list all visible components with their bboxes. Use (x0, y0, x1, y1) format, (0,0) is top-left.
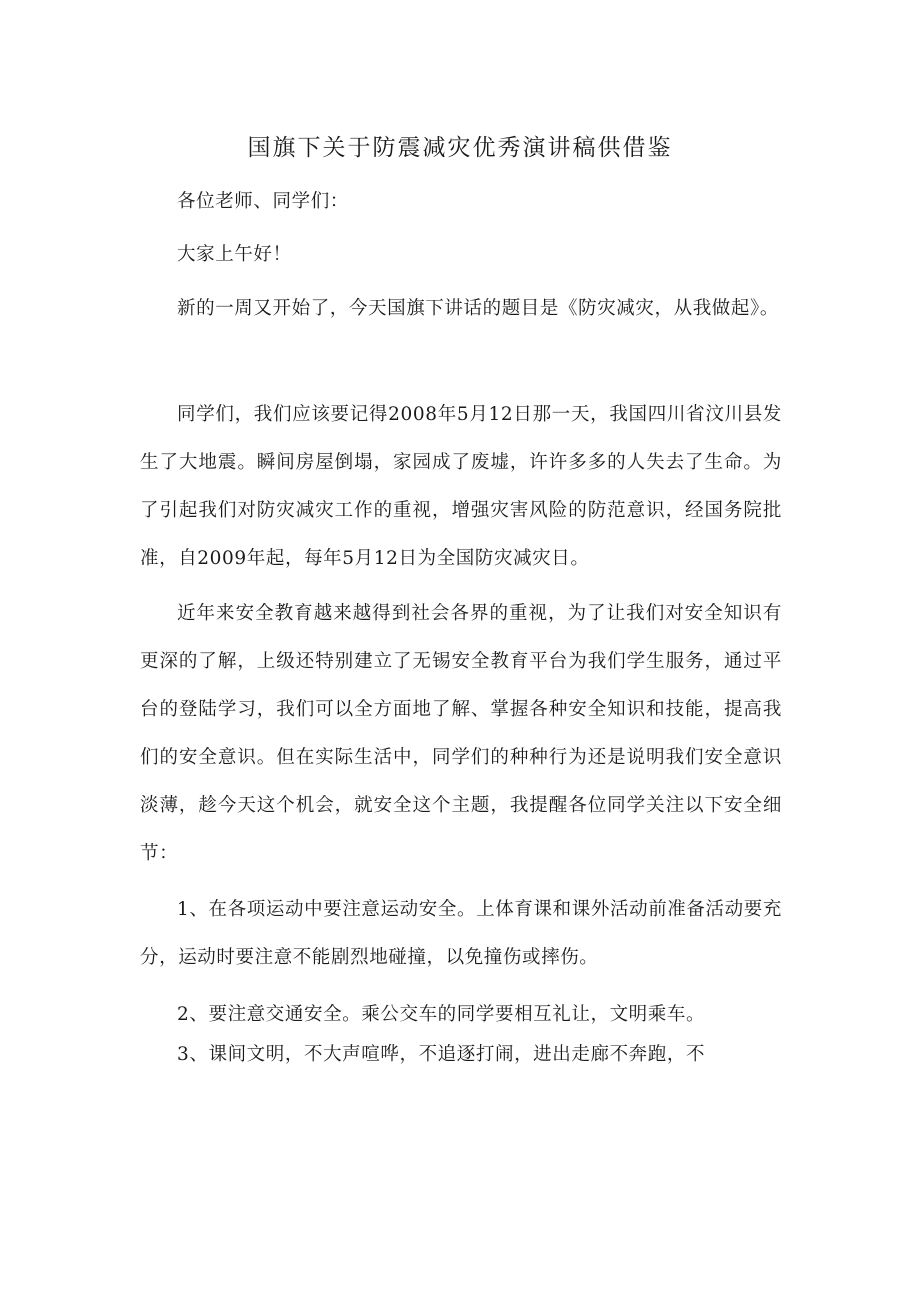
safety-education-paragraph: 近年来安全教育越来越得到社会各界的重视，为了让我们对安全知识有更深的了解，上级还特别建立了无锡安全教育平台为我们学生服务，通过平台的登陆学习，我们可以全方面地了解、掌握各种安全知识和技能，提高我们的安全意识。但在实际生活中，同学们的种种行为还是说明我们安全意识淡薄，趁今天这个机会，就安全这个主题，我提醒各位同学关注以下安全细节： (140, 603, 782, 864)
document-title: 国旗下关于防震减灾优秀演讲稿供借鉴 (247, 135, 673, 161)
intro-paragraph: 新的一周又开始了，今天国旗下讲话的题目是《防灾减灾，从我做起》。 (177, 298, 779, 319)
list-item-traffic-safety: 2、要注意交通安全。乘公交车的同学要相互礼让，文明乘车。 (177, 1004, 706, 1025)
list-item-sports-safety: 1、在各项运动中要注意运动安全。上体育课和课外活动前准备活动要充分，运动时要注意不能剧烈地碰撞，以免撞伤或摔伤。 (140, 899, 782, 968)
salutation-paragraph: 大家上午好！ (177, 244, 292, 265)
earthquake-paragraph: 同学们，我们应该要记得2008年5月12日那一天，我国四川省汶川县发生了大地震。瞬间房屋倒塌，家园成了废墟，许许多多的人失去了生命。为了引起我们对防灾减灾工作的重视，增强灾害风险的防范意识，经国务院批准，自2009年起，每年5月12日为全国防灾减灾日。 (140, 404, 782, 569)
greeting-paragraph: 各位老师、同学们： (177, 191, 349, 212)
list-item-break-behavior: 3、课间文明，不大声喧哗，不追逐打闹，进出走廊不奔跑，不 (177, 1044, 706, 1065)
